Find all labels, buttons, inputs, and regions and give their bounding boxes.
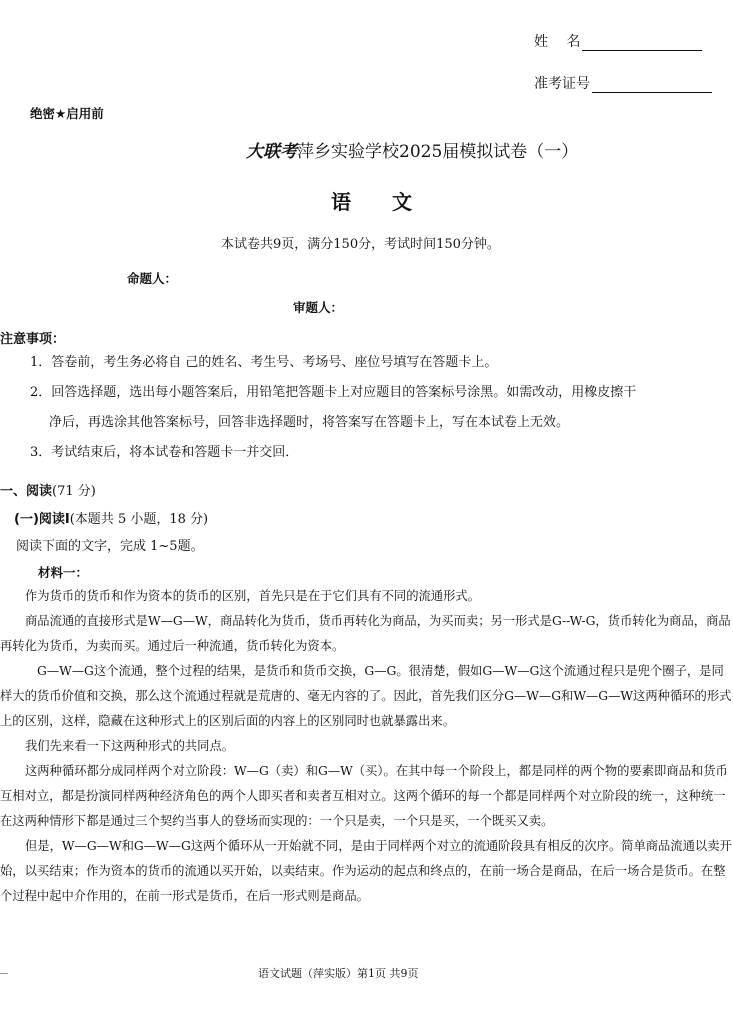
question-setter: 命题人： [127, 271, 178, 286]
section-1-score: (71 分) [52, 484, 96, 499]
subject-title [331, 186, 413, 215]
paragraph-3: G—W—G这个流通，整个过程的结果，是货币和货币交换，G—G。很清楚，假如G—W—G这个流通过程只是兜个圈子，是同样大的货币价值和交换，那么这个流通过程就是荒唐的、毫无内容的了。因此，首先我们区分G—W—G和W—G—W这两种循环的形式上的区别，这样，隐藏在这种形式上的区别后面的内容上的区别同时也就暴露出来。 [0, 664, 732, 728]
name-label: 姓 名 [534, 34, 581, 50]
subject-char-1: 语 [331, 190, 352, 214]
footer-mark [0, 973, 8, 974]
material-1-label: 材料一： [38, 565, 89, 580]
name-line[interactable] [582, 36, 702, 51]
reviewer: 审题人： [293, 300, 344, 315]
material-1-body [0, 584, 733, 909]
name-field[interactable] [534, 31, 702, 51]
id-field[interactable] [534, 73, 712, 93]
notice-item-1: 1．答卷前，考生务必将自 己的姓名、考生号、考场号、座位号填写在答题卡上。 [30, 355, 498, 370]
id-line[interactable] [592, 78, 712, 93]
confidential-label: 绝密★启用前 [30, 106, 104, 121]
reading-instruction: 阅读下面的文字，完成 1~5题。 [16, 539, 204, 554]
paragraph-4: 我们先来看一下这两种形式的共同点。 [25, 739, 235, 753]
page-footer: 语文试题（萍实版）第1页 共9页 [258, 967, 419, 980]
notice-item-2: 2．回答选择题，选出每小题答案后，用铅笔把答题卡上对应题目的答案标号涂黑。如需改动，用橡皮擦干 [30, 385, 637, 400]
reading-1-detail: (本题共 5 小题，18 分) [69, 512, 209, 527]
brand-logo: 大联考 [246, 142, 297, 162]
subject-char-2: 文 [392, 190, 413, 214]
paragraph-1: 作为货币的货币和作为资本的货币的区别，首先只是在于它们具有不同的流通形式。 [25, 589, 480, 603]
notice-heading: 注意事项： [0, 332, 66, 347]
notice-item-2-cont: 净后，再选涂其他答案标号，回答非选择题时，将答案写在答题卡上，写在本试卷上无效。 [49, 415, 570, 430]
section-1-label: 一、阅读 [0, 484, 53, 499]
notice-list [30, 348, 730, 468]
exam-title-text: 萍乡实验学校2025届模拟试卷（一） [297, 142, 579, 162]
exam-info: 本试卷共9页，满分150分，考试时间150分钟。 [221, 237, 500, 252]
paragraph-6: 但是，W—G—W和G—W—G这两个循环从一开始就不同，是由于同样两个对立的流通阶段具有相反的次序。简单商品流通以卖开始，以买结束；作为资本的货币的流通以买开始，以卖结束。作为运动的起点和终点的，在前一场合是商品，在后一场合是货币。在整个过程中起中介作用的，在前一形式是货币，在后一形式则是商品。 [0, 839, 732, 903]
reading-1-title [14, 508, 208, 527]
paragraph-2: 商品流通的直接形式是W—G—W，商品转化为货币，货币再转化为商品，为买而卖；另一形式是G--W-G，货币转化为商品，商品再转化为货币，为卖而买。通过后一种流通，货币转化为资本。 [0, 614, 731, 653]
notice-item-3: 3．考试结束后，将本试卷和答题卡一并交回． [30, 445, 299, 460]
section-1-title [0, 480, 96, 499]
exam-title [246, 137, 578, 162]
id-label: 准考证号 [534, 76, 590, 92]
paragraph-5: 这两种循环都分成同样两个对立阶段：W—G（卖）和G—W（买）。在其中每一个阶段上，都是同样的两个物的要素即商品和货币互相对立，都是扮演同样两种经济角色的两个人即买者和卖者互相对立。这两个循环的每一个都是同样两个对立阶段的统一，这种统一在这两种情形下都是通过三个契约当事人的登场而实现的：一个只是卖，一个只是买，一个既买又卖。 [0, 764, 728, 828]
reading-1-label: (一)阅读Ⅰ [14, 512, 70, 527]
